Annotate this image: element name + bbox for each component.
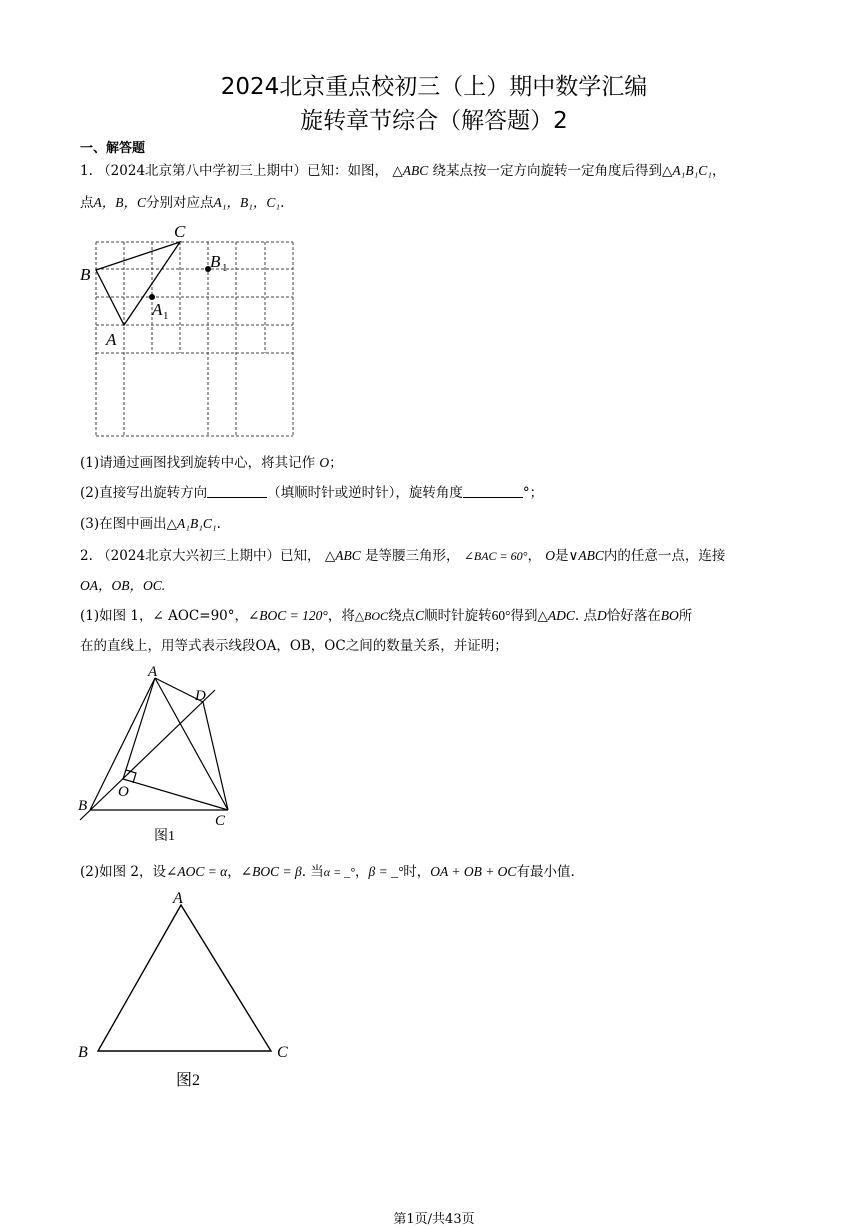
- q2-part2-i: 时，: [403, 864, 431, 880]
- q1-number: 1.: [80, 163, 93, 179]
- fig2-caption: 图2: [176, 1072, 201, 1089]
- triangle-abc-fig2: [98, 905, 271, 1051]
- q1-source: （2024北京第八中学初三上期中）: [97, 163, 308, 179]
- q2-stem-line2: [80, 574, 165, 594]
- q2-stem-d: 是: [555, 548, 569, 564]
- q1-line2-b: 分别对应点: [146, 195, 214, 211]
- q2-part1-point-d: D: [596, 608, 607, 623]
- q2-part2-c: ，: [227, 864, 241, 880]
- q2-stem-e: 内的任意一点，连接: [603, 548, 726, 564]
- segment-ac: [155, 678, 228, 810]
- q2-stem-b: 是等腰三角形，: [365, 548, 460, 564]
- q1-points-a1b1c1: A₁，B₁，C₁: [213, 195, 281, 210]
- q1-stem-a: 已知：如图，: [307, 163, 389, 179]
- label-b1: B: [210, 252, 221, 271]
- q1-part1-o: O: [319, 455, 330, 470]
- q2-part1-k: . 点: [574, 608, 597, 624]
- label-c: C: [174, 222, 186, 241]
- q2-number: 2.: [80, 548, 93, 564]
- fig1-label-c: C: [215, 813, 226, 829]
- q2-part1-line2: 在的直线上，用等式表示线段OA，OB，OC之间的数量关系，并证明；: [80, 638, 508, 654]
- q1-stem-b: 绕某点按一定方向旋转一定角度后得到: [432, 163, 663, 179]
- q2-stem-c: ，: [527, 548, 541, 564]
- q2-point-o: O: [545, 548, 555, 563]
- segment-dc: [203, 702, 228, 810]
- q1-part1-b: ；: [329, 455, 343, 471]
- fig1-label-b: B: [78, 798, 88, 814]
- q1-grid-figure: [70, 215, 310, 445]
- q2-part2-sum: OA + OB + OC: [430, 864, 517, 879]
- label-a: A: [106, 330, 117, 349]
- q2-segments: OA，OB，OC.: [80, 578, 166, 593]
- q1-part1-a: (1)请通过画图找到旋转中心，将其记作: [80, 455, 316, 471]
- q2-part2-beta-blank[interactable]: β = _°: [368, 864, 404, 879]
- q2-part1-line1: [80, 604, 692, 624]
- q2-part1-g: 顺时针旋转: [424, 608, 492, 624]
- q1-triangle-a1b1c1: △A₁B₁C₁: [662, 163, 712, 178]
- q1-part2-c: °；: [522, 485, 544, 501]
- q2-part1-i: 得到: [510, 608, 538, 624]
- q2-part2-e: . 当: [301, 864, 324, 880]
- label-b1-sub: 1: [222, 262, 228, 274]
- q2-part2-alpha-blank[interactable]: α = _°: [323, 865, 355, 879]
- q2-part2-k: 有最小值.: [516, 864, 575, 880]
- q2-part2-angle-aoc: ∠AOC = α: [166, 864, 228, 879]
- q2-part2-angle-boc: ∠BOC = β: [240, 864, 302, 879]
- fig1-label-o: O: [118, 784, 129, 800]
- q2-triangle-abc: △ABC: [324, 548, 361, 563]
- q1-part3-b: .: [216, 516, 221, 532]
- q2-part1-bo: BO: [660, 608, 679, 623]
- label-b: B: [80, 265, 91, 284]
- page-title-line1: 2024北京重点校初三（上）期中数学汇编: [220, 74, 648, 100]
- q2-figure1: [70, 660, 240, 850]
- fig1-label-d: D: [195, 688, 206, 704]
- q1-answer-blank-angle[interactable]: [463, 485, 523, 498]
- segment-oc: [123, 779, 228, 810]
- q2-part1-60deg: 60°: [491, 608, 511, 623]
- q2-part1-point-c: C: [415, 608, 425, 623]
- section-heading: 一、解答题: [80, 141, 146, 156]
- q2-part1-e: 绕点: [388, 608, 416, 624]
- q1-stem-line1: [80, 159, 726, 179]
- q2-part1-m: 恰好落在: [606, 608, 661, 624]
- q2-part2-a: (2)如图 2，设: [80, 864, 167, 880]
- q2-part1-c: ，将: [327, 608, 355, 624]
- q1-points-abc: A，B，C: [93, 195, 146, 210]
- q1-stem-line2: [80, 191, 284, 211]
- fig1-caption: 图1: [154, 829, 175, 844]
- q1-part3-triangle: △A₁B₁C₁: [166, 516, 217, 531]
- q2-part1-angle-boc: ∠BOC = 120°: [248, 608, 328, 623]
- q2-part1-triangle-boc: △BOC: [354, 609, 389, 623]
- q2-stem-a: 已知，: [280, 548, 321, 564]
- q2-part1-o: 所: [678, 608, 693, 624]
- label-a1: A: [152, 300, 163, 319]
- q2-figure2: [70, 885, 300, 1095]
- q2-part2-g: ，: [354, 864, 369, 880]
- q2-part1-a: (1)如图 1，∠ AOC=90°，: [80, 608, 248, 624]
- q2-stem-line1: [80, 544, 725, 564]
- q1-line2-a: 点: [80, 195, 94, 211]
- fig2-label-a: A: [173, 890, 183, 907]
- q2-part2: [80, 860, 575, 880]
- q1-part2-a: (2)直接写出旋转方向: [80, 485, 208, 501]
- q1-part3: [80, 512, 221, 532]
- fig2-label-b: B: [78, 1044, 88, 1061]
- q2-source: （2024北京大兴初三上期中）: [97, 548, 281, 564]
- q2-angle-bac: ∠BAC = 60°: [463, 549, 528, 563]
- q1-part2-b: （填顺时针或逆时针），旋转角度: [267, 485, 463, 501]
- q1-part3-a: (3)在图中画出: [80, 516, 167, 532]
- q1-part1: [80, 451, 343, 471]
- q1-answer-blank-direction[interactable]: [207, 485, 267, 498]
- q1-part2: [80, 481, 543, 501]
- q1-line2-c: .: [280, 195, 285, 211]
- page-footer: 第1页/共43页: [393, 1212, 475, 1227]
- q2-triangle-abc-2: ∨ABC: [568, 548, 604, 563]
- page-title-line2: 旋转章节综合（解答题）2: [300, 108, 568, 134]
- q1-stem-c: ，: [712, 163, 726, 179]
- q2-part1-triangle-adc: △ADC: [537, 608, 575, 623]
- fig1-label-a: A: [148, 664, 158, 680]
- label-a1-sub: 1: [163, 310, 169, 322]
- q1-triangle-abc: △ABC: [392, 163, 429, 178]
- fig2-label-c: C: [277, 1044, 288, 1061]
